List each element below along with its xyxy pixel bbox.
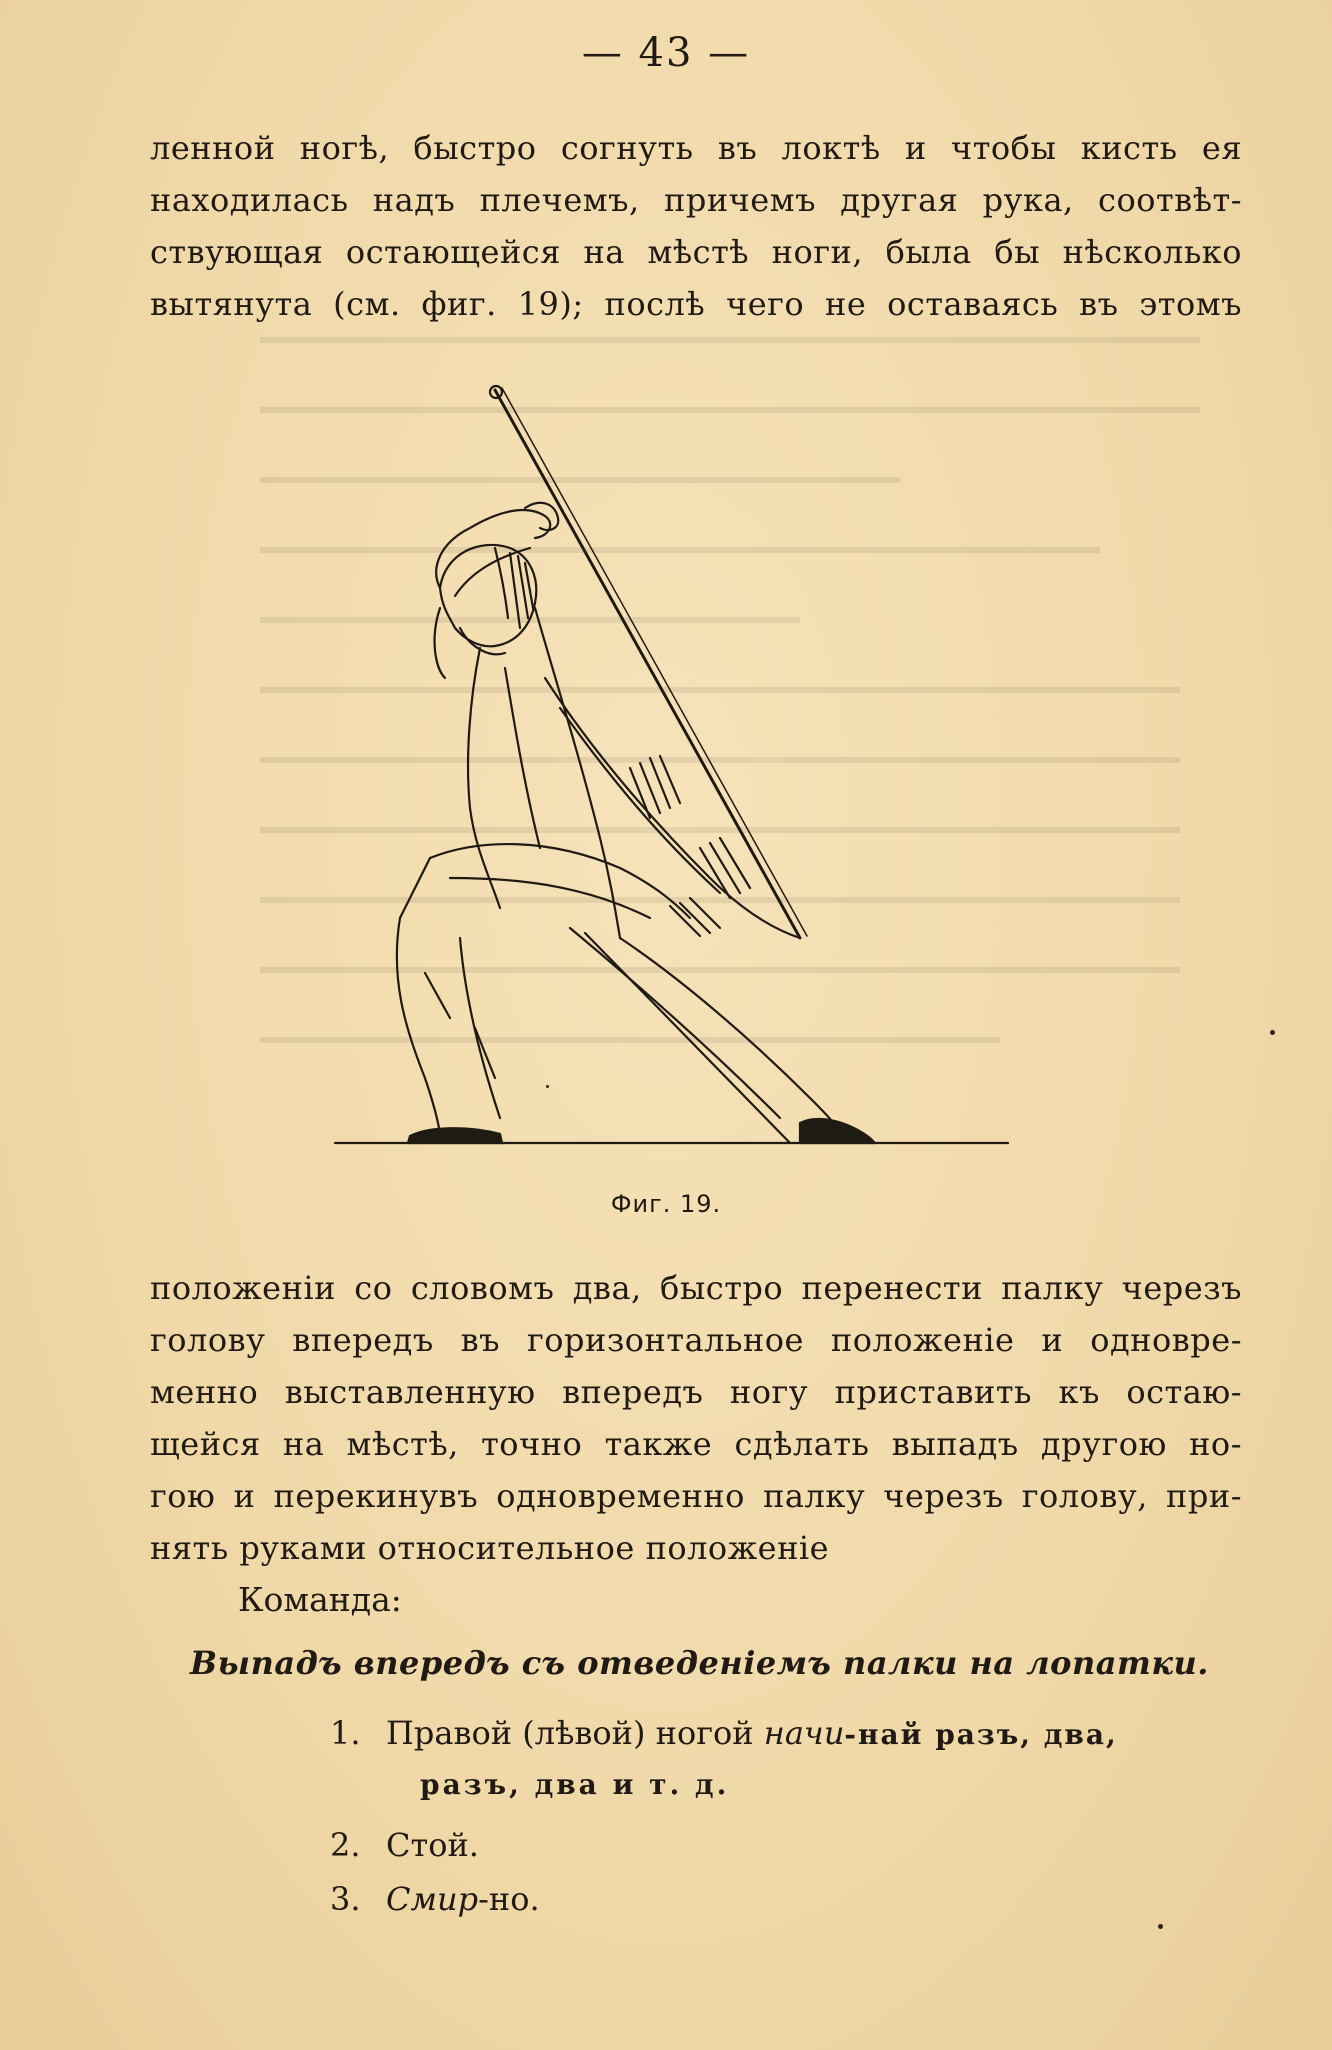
front-foot bbox=[800, 1119, 875, 1143]
command-text-italic: начи bbox=[763, 1714, 845, 1752]
command-text-italic: Смир bbox=[386, 1880, 479, 1918]
text-line: нять руками относительное положеніе bbox=[150, 1529, 830, 1567]
raised-arm bbox=[436, 510, 550, 588]
text-line: гою и перекинувъ одновременно палку черезъ голову, при- bbox=[150, 1477, 1242, 1515]
command-number: 3. bbox=[330, 1880, 361, 1918]
paragraph-top bbox=[150, 122, 1242, 330]
command-text: Правой (лѣвой) ногой bbox=[386, 1714, 764, 1752]
command-item-1-continuation: разъ, два и т. д. bbox=[420, 1768, 730, 1801]
page-number: — 43 — bbox=[581, 30, 751, 76]
command-title: Выпадъ впередъ съ отведеніемъ палки на лопатки. bbox=[190, 1644, 1209, 1682]
command-item-2 bbox=[330, 1826, 479, 1864]
command-text-rest: -най разъ, два, bbox=[844, 1718, 1118, 1751]
speck bbox=[546, 1085, 549, 1088]
command-text-rest: -но. bbox=[478, 1880, 540, 1918]
speck bbox=[1158, 1924, 1163, 1929]
text-line: ствующая остающейся на мѣстѣ ноги, была бы нѣсколько bbox=[150, 233, 1242, 271]
back-foot bbox=[408, 1128, 502, 1143]
command-text: Стой. bbox=[386, 1826, 479, 1864]
command-number: 1. bbox=[330, 1714, 361, 1752]
lunge-with-stick-drawing bbox=[330, 378, 1010, 1158]
figure-19-illustration bbox=[330, 378, 1010, 1158]
text-line: положеніи со словомъ два, быстро перенести палку черезъ bbox=[150, 1269, 1242, 1307]
text-line: голову впередъ въ горизонтальное положеніе и одновре- bbox=[150, 1321, 1242, 1359]
text-line: вытянута (см. фиг. 19); послѣ чего не оставаясь въ этомъ bbox=[150, 285, 1242, 323]
command-item-1 bbox=[330, 1714, 1242, 1752]
torso bbox=[468, 648, 500, 908]
text-line: менно выставленную впередъ ногу приставить къ остаю- bbox=[150, 1373, 1242, 1411]
front-leg bbox=[620, 938, 840, 1133]
speck bbox=[1270, 1030, 1275, 1035]
stick bbox=[495, 390, 800, 938]
text-line: находилась надъ плечемъ, причемъ другая рука, соотвѣт- bbox=[150, 181, 1242, 219]
text-line: ленной ногѣ, быстро согнуть въ локтѣ и чтобы кисть ея bbox=[150, 129, 1242, 167]
command-number: 2. bbox=[330, 1826, 361, 1864]
extended-arm bbox=[545, 678, 800, 938]
paragraph-bottom bbox=[150, 1262, 1242, 1574]
text-line: щейся на мѣстѣ, точно также сдѣлать выпадъ другою но- bbox=[150, 1425, 1242, 1463]
back-leg bbox=[397, 918, 440, 1138]
figure-caption: Фиг. 19. bbox=[610, 1190, 722, 1218]
command-item-3 bbox=[330, 1880, 540, 1918]
command-label: Команда: bbox=[238, 1580, 402, 1619]
